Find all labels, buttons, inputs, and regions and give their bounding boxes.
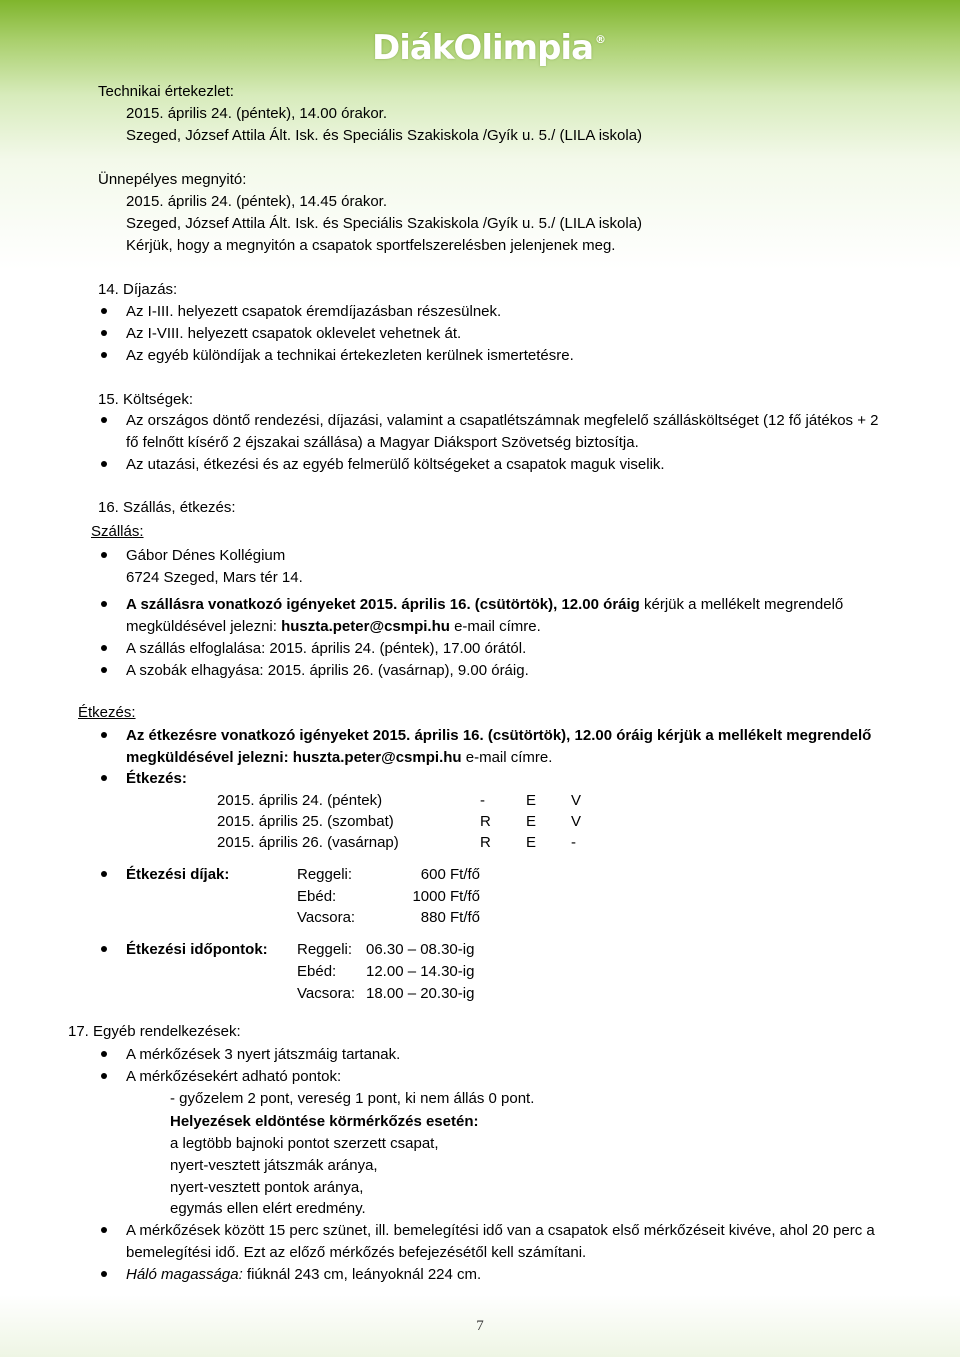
- section-15-title: 15. Költségek:: [98, 391, 194, 408]
- meal-breakfast: R: [480, 813, 491, 830]
- time-meal: Ebéd:: [297, 963, 337, 980]
- logo-text: DiákOlimpia: [372, 28, 594, 68]
- registered-mark: ®: [595, 33, 606, 46]
- meal-day: 2015. április 26. (vasárnap): [217, 834, 399, 851]
- lodging-request-deadline: A szállásra vonatkozó igényeket 2015. április 16. (csütörtök), 12.00 óráig: [126, 596, 640, 613]
- meal-request-line1: Az étkezésre vonatkozó igényeket 2015. április 16. (csütörtök), 12.00 óráig kérjük a mellékelt megrendelő: [126, 727, 872, 744]
- rules-item-sets: A mérkőzések 3 nyert játszmáig tartanak.: [126, 1046, 401, 1063]
- lodging-email: huszta.peter@csmpi.hu: [281, 618, 450, 635]
- meal-lunch: E: [526, 813, 537, 830]
- lodging-request-rest: kérjük a mellékelt megrendelő: [644, 596, 844, 613]
- lodging-checkout: A szobák elhagyása: 2015. április 26. (vasárnap), 9.00 óráig.: [126, 662, 529, 679]
- tiebreak-item: nyert-vesztett pontok aránya,: [170, 1179, 364, 1196]
- lodging-request-line2: megküldésével jelezni: huszta.peter@csmpi.hu e-mail címre.: [126, 618, 541, 635]
- tech-meeting-date: 2015. április 24. (péntek), 14.00 órakor.: [126, 105, 387, 122]
- net-value: fiúknál 243 cm, leányoknál 224 cm.: [246, 1266, 482, 1283]
- section-16-title: 16. Szállás, étkezés:: [98, 499, 236, 516]
- time-meal: Vacsora:: [297, 985, 356, 1002]
- fee-price: 880 Ft/fő: [420, 909, 480, 926]
- tiebreak-item: nyert-vesztett játszmák aránya,: [170, 1157, 378, 1174]
- lodging-checkin: A szállás elfoglalása: 2015. április 24. (péntek), 17.00 órától.: [126, 640, 527, 657]
- rules-item-breaks-line1: A mérkőzések között 15 perc szünet, ill. bemelegítési idő van a csapatok első mérkőzéseit kivéve, ahol 20 perc a: [126, 1222, 875, 1239]
- rules-item-points: A mérkőzésekért adható pontok:: [126, 1068, 342, 1085]
- fee-meal: Vacsora:: [297, 909, 356, 926]
- meal-request-line2: megküldésével jelezni: huszta.peter@csmpi.hu e-mail címre.: [126, 749, 553, 766]
- time-range: 18.00 – 20.30-ig: [366, 985, 475, 1002]
- section-14-title: 14. Díjazás:: [98, 281, 178, 298]
- meal-times-label: Étkezési időpontok:: [126, 941, 268, 958]
- meal-day: 2015. április 24. (péntek): [217, 792, 383, 809]
- costs-item-1-line2: fő felnőtt kísérő 2 éjszakai szállása) a Magyar Diáksport Szövetség biztosítja.: [126, 434, 639, 451]
- meal-dinner: -: [571, 834, 576, 851]
- tiebreak-item: a legtöbb bajnoki pontot szerzett csapat,: [170, 1135, 439, 1152]
- meal-dinner: V: [571, 813, 582, 830]
- award-item: Az I-VIII. helyezett csapatok oklevelet vehetnek át.: [126, 325, 462, 342]
- time-range: 12.00 – 14.30-ig: [366, 963, 475, 980]
- meal-subheading: Étkezés:: [126, 770, 187, 787]
- rules-item-net: [126, 1265, 481, 1284]
- award-item: Az I-III. helyezett csapatok éremdíjazásban részesülnek.: [126, 303, 502, 320]
- points-detail: - győzelem 2 pont, vereség 1 pont, ki nem állás 0 pont.: [170, 1090, 535, 1107]
- page-number: 7: [476, 1318, 484, 1334]
- award-item: Az egyéb különdíjak a technikai értekezleten kerülnek ismertetésre.: [126, 347, 574, 364]
- lodging-venue-address: 6724 Szeged, Mars tér 14.: [126, 569, 303, 586]
- meal-day: 2015. április 25. (szombat): [217, 813, 394, 830]
- fee-price: 600 Ft/fő: [420, 866, 480, 883]
- costs-item-1-line1: Az országos döntő rendezési, díjazási, valamint a csapatlétszámnak megfelelő szállásköltséget (12 fő játékos + 2: [126, 412, 879, 429]
- meal-lunch: E: [526, 834, 537, 851]
- fee-price: 1000 Ft/fő: [412, 888, 480, 905]
- time-range: 06.30 – 08.30-ig: [366, 941, 475, 958]
- opening-place: Szeged, József Attila Ált. Isk. és Speciális Szakiskola /Gyík u. 5./ (LILA iskola): [126, 215, 643, 232]
- tech-meeting-place: Szeged, József Attila Ált. Isk. és Speciális Szakiskola /Gyík u. 5./ (LILA iskola): [126, 127, 643, 144]
- meal-dinner: V: [571, 792, 582, 809]
- rules-item-breaks-line2: bemelegítési idő. Ezt az előző mérkőzés befejezésétől kell számítani.: [126, 1244, 587, 1261]
- meal-breakfast: -: [480, 792, 485, 809]
- opening-note: Kérjük, hogy a megnyitón a csapatok sportfelszerelésben jelenjenek meg.: [126, 237, 616, 254]
- fee-meal: Ebéd:: [297, 888, 337, 905]
- lodging-heading: Szállás:: [91, 523, 144, 540]
- time-meal: Reggeli:: [297, 941, 353, 958]
- tiebreak-title: Helyezések eldöntése körmérkőzés esetén:: [170, 1113, 479, 1130]
- lodging-venue-name: Gábor Dénes Kollégium: [126, 547, 286, 564]
- lodging-request-line1: [126, 595, 843, 614]
- costs-item-2: Az utazási, étkezési és az egyéb felmerülő költségeket a csapatok maguk viselik.: [126, 456, 665, 473]
- opening-title: Ünnepélyes megnyitó:: [98, 171, 247, 188]
- meal-fees-label: Étkezési díjak:: [126, 866, 230, 883]
- diakolimpia-logo: [372, 24, 606, 72]
- meal-heading: Étkezés:: [78, 704, 136, 721]
- section-17-title: 17. Egyéb rendelkezések:: [68, 1023, 241, 1040]
- meal-breakfast: R: [480, 834, 491, 851]
- tiebreak-item: egymás ellen elért eredmény.: [170, 1200, 366, 1217]
- net-label: Háló magassága:: [126, 1266, 243, 1283]
- tech-meeting-title: Technikai értekezlet:: [98, 83, 234, 100]
- fee-meal: Reggeli:: [297, 866, 353, 883]
- opening-date: 2015. április 24. (péntek), 14.45 órakor.: [126, 193, 387, 210]
- meal-lunch: E: [526, 792, 537, 809]
